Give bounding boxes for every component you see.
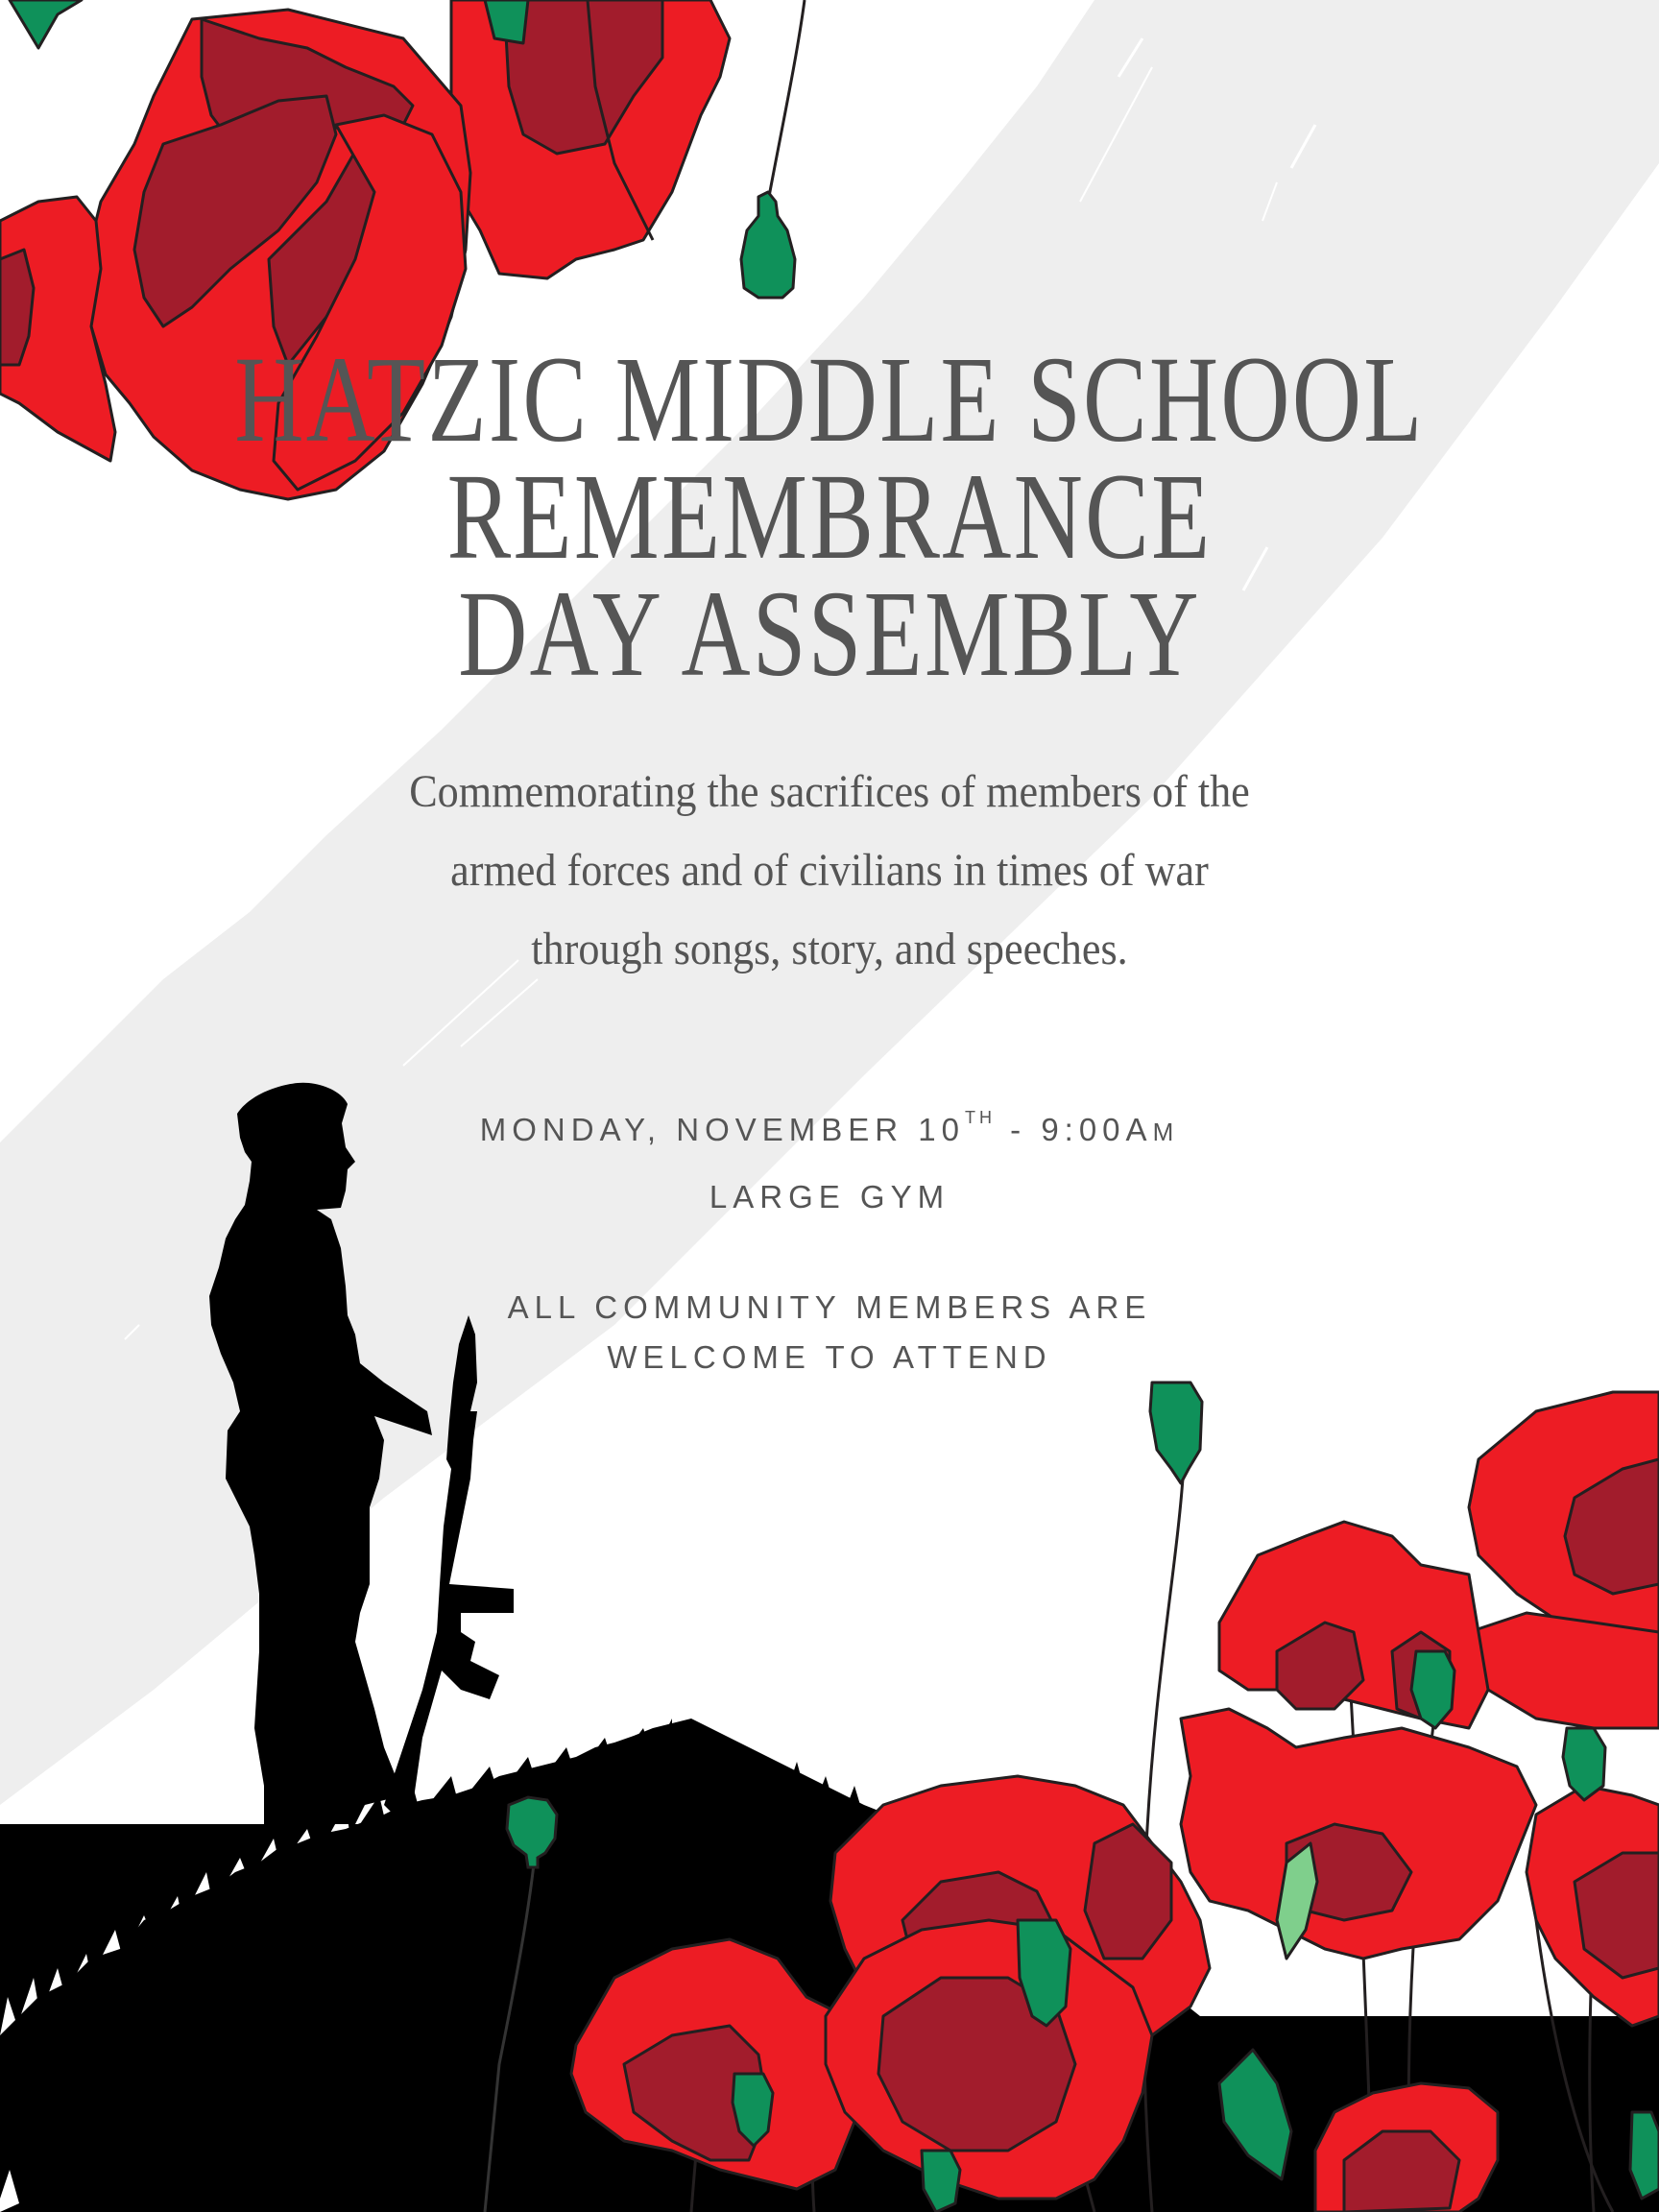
title-line-2: REMEMBRANCE bbox=[446, 448, 1213, 585]
event-invitation bbox=[0, 1283, 1659, 1382]
title-line-3: DAY ASSEMBLY bbox=[458, 565, 1201, 702]
date-text: MONDAY, NOVEMBER 10 bbox=[479, 1112, 965, 1147]
description-line-2: armed forces and of civilians in times of war bbox=[450, 845, 1209, 896]
description-line-1: Commemorating the sacrifices of members of the bbox=[409, 766, 1250, 817]
invitation-line-1: ALL COMMUNITY MEMBERS ARE bbox=[507, 1289, 1152, 1325]
event-location: LARGE GYM bbox=[709, 1179, 950, 1214]
time-suffix: M bbox=[1152, 1118, 1180, 1146]
title-line-1: HATZIC MIDDLE SCHOOL bbox=[234, 331, 1425, 468]
event-title bbox=[182, 331, 1477, 702]
description-line-3: through songs, story, and speeches. bbox=[531, 924, 1128, 974]
event-date-time bbox=[0, 1108, 1659, 1148]
time-text: 9:00A bbox=[1041, 1112, 1153, 1147]
event-description bbox=[66, 753, 1593, 989]
invitation-line-2: WELCOME TO ATTEND bbox=[607, 1339, 1052, 1375]
date-ordinal: TH bbox=[964, 1108, 996, 1127]
date-separator: - bbox=[995, 1112, 1042, 1147]
